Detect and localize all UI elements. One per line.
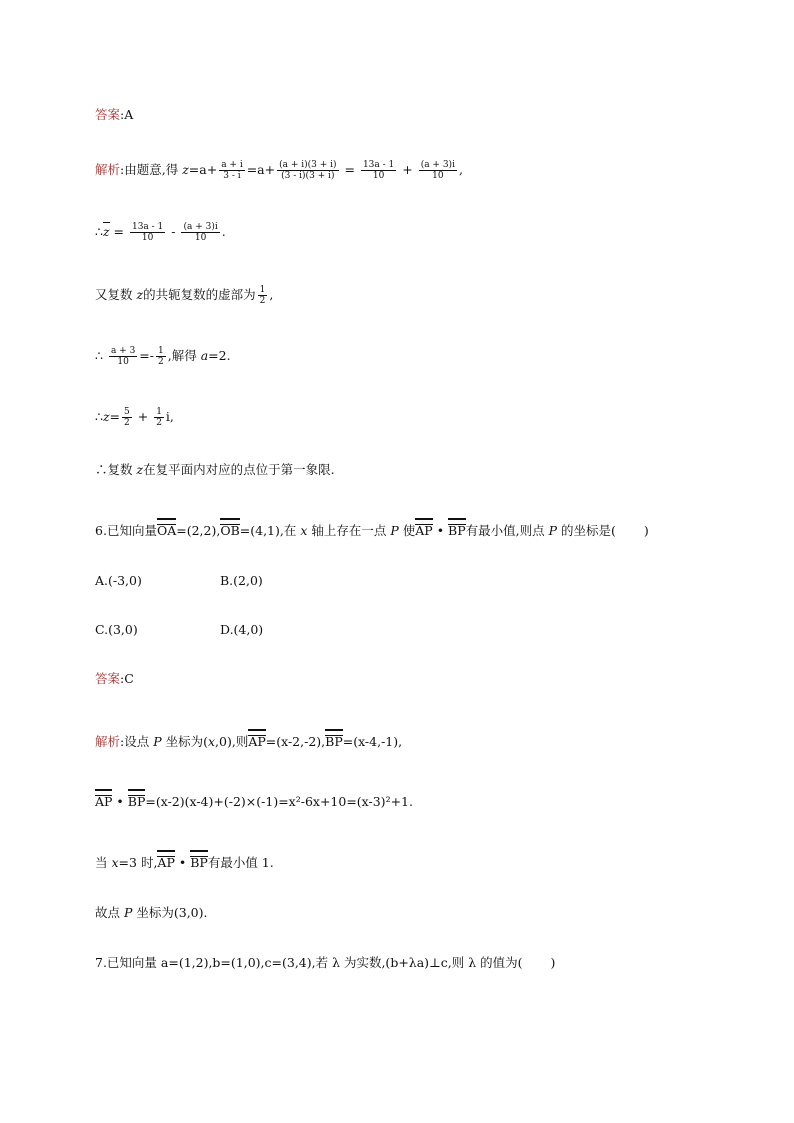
text: ) — [643, 523, 649, 538]
value: =(x-4,-1), — [342, 734, 403, 749]
question-7 — [95, 955, 555, 971]
solution-6-line-4 — [95, 905, 208, 921]
var-a: a — [200, 348, 209, 363]
question-number: 6. — [95, 523, 107, 538]
numerator: 13a - 1 — [131, 222, 164, 232]
var-z: z — [102, 409, 110, 424]
denominator: 2 — [156, 418, 162, 428]
fraction — [277, 160, 338, 181]
fraction — [419, 160, 457, 181]
equals: = — [109, 409, 121, 424]
denominator: 10 — [432, 171, 444, 181]
var-z: z — [182, 162, 189, 177]
text: ) — [550, 955, 556, 970]
comma: , — [458, 162, 463, 177]
text: 使 — [398, 523, 416, 538]
text: 故点 — [95, 905, 124, 920]
equals: = — [340, 162, 359, 177]
solution-intro: :由题意,得 — [120, 162, 179, 177]
text: 在 — [283, 523, 301, 538]
dot: • — [432, 523, 449, 538]
text: 当 — [95, 855, 112, 870]
vector-bp: BP — [190, 852, 208, 871]
solution-5-line-5 — [95, 407, 174, 428]
fraction — [219, 160, 245, 181]
comma: , — [269, 287, 274, 302]
numerator: (a + 3)i — [420, 160, 455, 170]
denominator: 2 — [124, 418, 130, 428]
fraction — [109, 346, 137, 367]
equals-a: =a+ — [246, 162, 276, 177]
dot: • — [112, 794, 128, 809]
equals: = — [109, 224, 128, 239]
denominator: 10 — [372, 171, 385, 181]
text: ,解得 — [167, 348, 201, 363]
var-x: x — [207, 734, 216, 749]
var-p: P — [153, 734, 162, 749]
plus: + — [398, 162, 417, 177]
numerator: 1 — [259, 285, 266, 295]
numerator: 13a - 1 — [362, 160, 395, 170]
fraction — [154, 407, 164, 428]
answer-label: 答案 — [95, 671, 121, 686]
denominator: 2 — [158, 357, 164, 367]
text: 有最小值,则点 — [465, 523, 549, 538]
options-row-2 — [95, 622, 345, 638]
option-d: D.(4,0) — [220, 622, 264, 637]
denominator: 10 — [141, 233, 154, 243]
value: =(2,2), — [176, 523, 221, 538]
fraction — [361, 160, 396, 181]
question-text: 7.已知向量 a=(1,2),b=(1,0),c=(3,4),若 λ 为实数,(b+λa)⊥c,则 λ 的值为( — [95, 955, 523, 970]
solution-label: 解析 — [95, 162, 121, 177]
value: =2. — [208, 348, 231, 363]
denominator: 3 - i — [223, 171, 241, 181]
value: =(x-2,-2), — [265, 734, 326, 749]
text: 的坐标是( — [557, 523, 616, 538]
numerator: a + 3 — [110, 346, 136, 356]
fraction — [258, 285, 268, 306]
plus: + — [133, 409, 153, 424]
question-6 — [95, 520, 649, 539]
answer-value: :C — [120, 671, 134, 686]
text: 坐标为( — [161, 734, 208, 749]
fraction — [122, 407, 132, 428]
fraction — [130, 222, 165, 243]
numerator: (a + i)(3 + i) — [279, 160, 337, 170]
options-row-1 — [95, 573, 345, 589]
answer-label: 答案 — [95, 107, 121, 122]
solution-5-line-2 — [95, 222, 226, 243]
answer-value: :A — [120, 107, 134, 122]
numerator: 1 — [158, 346, 164, 356]
z-conjugate: z — [102, 224, 110, 239]
equals-a: =a+ — [188, 162, 218, 177]
text: 有最小值 1. — [207, 855, 274, 870]
vector-ap: AP — [248, 731, 265, 750]
vector-bp: BP — [448, 520, 466, 539]
denominator: (3 - i)(3 + i) — [281, 171, 335, 181]
option-b: B.(2,0) — [220, 573, 263, 588]
vector-ap: AP — [415, 520, 432, 539]
var-p: P — [390, 523, 399, 538]
numerator: (a + 3)i — [183, 222, 218, 232]
denominator: 10 — [194, 233, 207, 243]
vector-ap: AP — [157, 852, 174, 871]
text: 坐标为(3,0). — [132, 905, 208, 920]
var-x: x — [111, 855, 119, 870]
solution-6-line-3 — [95, 852, 274, 871]
solution-6-line-1 — [95, 731, 402, 750]
solution-5-line-1 — [95, 160, 463, 181]
denominator: 2 — [259, 296, 266, 306]
solution-6-line-2 — [95, 791, 413, 810]
therefore-symbol: ∴ — [95, 224, 103, 239]
solution-label: 解析 — [95, 734, 121, 749]
fraction — [181, 222, 219, 243]
solution-5-line-3 — [95, 285, 273, 306]
text: =3 时, — [118, 855, 158, 870]
expression: =(x-2)(x-4)+(-2)×(-1)=x²-6x+10=(x-3)²+1. — [145, 794, 413, 809]
imaginary-unit: i, — [165, 409, 174, 424]
vector-bp: BP — [325, 731, 343, 750]
numerator: a + i — [221, 160, 243, 170]
period: . — [221, 224, 226, 239]
text: 又复数 — [95, 287, 137, 302]
dot: • — [174, 855, 191, 870]
equals-minus: =- — [139, 348, 154, 363]
var-z: z — [136, 287, 144, 302]
option-c: C.(3,0) — [95, 622, 138, 637]
numerator: 5 — [124, 407, 130, 417]
numerator: 1 — [156, 407, 162, 417]
var-z: z — [136, 462, 144, 477]
vector-bp: BP — [128, 791, 146, 810]
text: :设点 — [120, 734, 154, 749]
value: =(4,1), — [239, 523, 284, 538]
text: 已知向量 — [106, 523, 157, 538]
var-p: P — [123, 905, 133, 920]
var-p: P — [548, 523, 558, 538]
therefore-symbol: ∴ — [95, 409, 103, 424]
answer-5 — [95, 107, 133, 123]
text: 在复平面内对应的点位于第一象限. — [143, 462, 335, 477]
text: ∴复数 — [95, 462, 137, 477]
text: ,0),则 — [215, 734, 249, 749]
answer-6 — [95, 671, 134, 687]
solution-5-line-4 — [95, 346, 231, 367]
text: 轴上存在一点 — [307, 523, 391, 538]
denominator: 10 — [117, 357, 129, 367]
vector-ob: OB — [220, 520, 239, 539]
text: 的共轭复数的虚部为 — [143, 287, 256, 302]
vector-ap: AP — [95, 791, 112, 810]
minus: - — [167, 224, 180, 239]
solution-5-line-6 — [95, 462, 335, 478]
option-a: A.(-3,0) — [95, 573, 142, 588]
vector-oa: OA — [157, 520, 176, 539]
therefore-symbol: ∴ — [95, 348, 103, 363]
fraction — [156, 346, 166, 367]
var-x: x — [300, 523, 308, 538]
